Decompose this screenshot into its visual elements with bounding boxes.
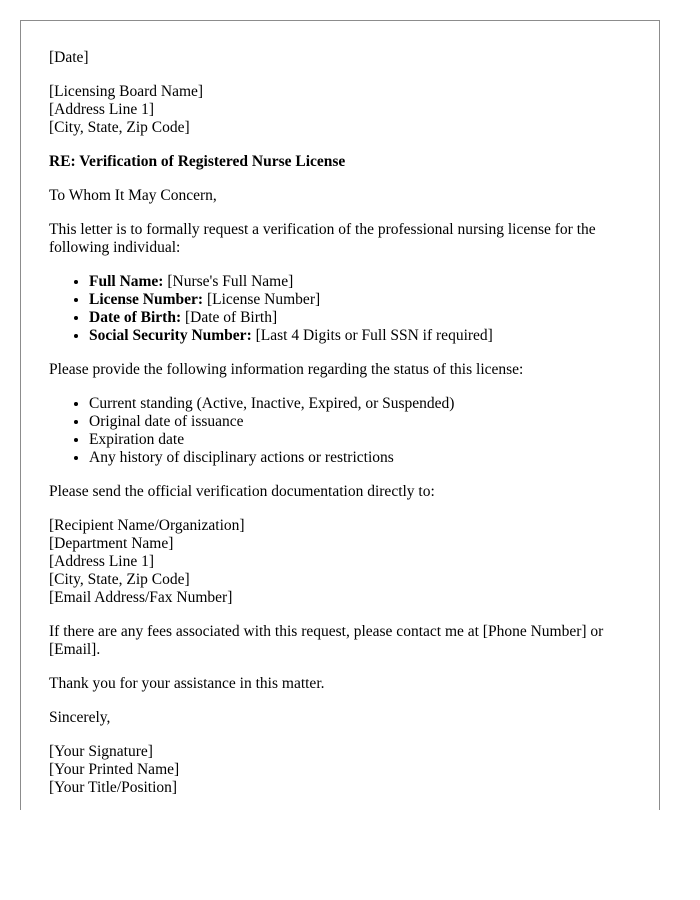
send-to-address-line1: [Address Line 1]: [49, 553, 155, 570]
send-to-address: [49, 517, 629, 607]
info-request-intro: Please provide the following information regarding the status of this license:: [49, 361, 524, 378]
letter-date: [Date]: [49, 49, 89, 66]
salutation: To Whom It May Concern,: [49, 187, 217, 204]
send-to-city-state-zip: [City, State, Zip Code]: [49, 571, 190, 588]
subject-line: RE: Verification of Registered Nurse License: [49, 153, 346, 170]
detail-value: [License Number]: [206, 291, 321, 308]
send-to-department: [Department Name]: [49, 535, 174, 552]
send-to-intro: Please send the official verification documentation directly to:: [49, 483, 435, 500]
detail-label: Date of Birth:: [89, 309, 182, 326]
recipient-city-state-zip: [City, State, Zip Code]: [49, 119, 190, 136]
recipient-address: [49, 83, 629, 137]
list-item: [89, 273, 629, 291]
list-item: • Current standing (Active, Inactive, Expired, or Suspended): [89, 395, 629, 413]
detail-label: Full Name:: [89, 273, 164, 290]
list-item: • Any history of disciplinary actions or restrictions: [89, 449, 629, 467]
send-to-contact: [Email Address/Fax Number]: [49, 589, 233, 606]
info-items-list: [49, 395, 629, 467]
detail-label: License Number:: [89, 291, 204, 308]
letter-body: [49, 49, 629, 797]
detail-label: Social Security Number:: [89, 327, 252, 344]
closing: Sincerely,: [49, 709, 111, 726]
detail-value: [Last 4 Digits or Full SSN if required]: [255, 327, 493, 344]
list-item: [89, 291, 629, 309]
signature-placeholder: [Your Signature]: [49, 743, 153, 760]
list-item: [89, 309, 629, 327]
detail-value: [Date of Birth]: [185, 309, 278, 326]
printed-name: [Your Printed Name]: [49, 761, 180, 778]
send-to-name: [Recipient Name/Organization]: [49, 517, 245, 534]
list-item: • Expiration date: [89, 431, 629, 449]
fees-note: If there are any fees associated with this request, please contact me at [Phone Number] or [Email].: [49, 623, 604, 658]
list-item: [89, 327, 629, 345]
detail-value: [Nurse's Full Name]: [167, 273, 294, 290]
intro-paragraph: This letter is to formally request a verification of the professional nursing license for the following individual:: [49, 221, 596, 256]
recipient-board-name: [Licensing Board Name]: [49, 83, 204, 100]
list-item: • Original date of issuance: [89, 413, 629, 431]
recipient-address-line1: [Address Line 1]: [49, 101, 155, 118]
individual-details-list: [49, 273, 629, 345]
thanks-line: Thank you for your assistance in this matter.: [49, 675, 325, 692]
title-position: [Your Title/Position]: [49, 779, 178, 796]
letter-page: [20, 20, 660, 810]
signature-block: [49, 743, 629, 797]
